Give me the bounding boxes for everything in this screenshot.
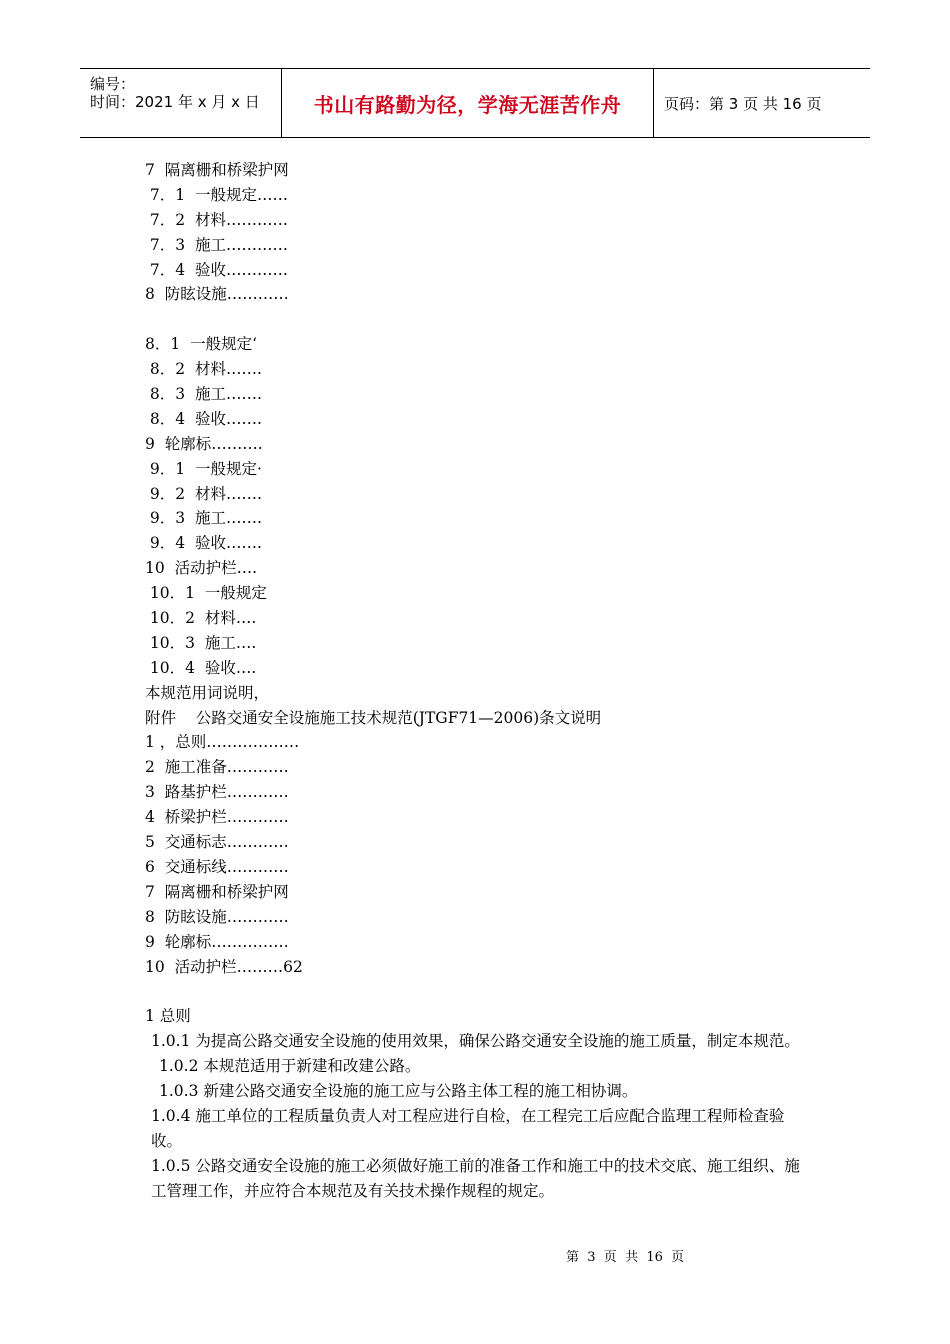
toc-item: 8．1 一般规定‘ [145, 335, 258, 354]
toc-item: 2 施工准备………… [145, 758, 289, 777]
paragraph: 1.0.3 新建公路交通安全设施的施工应与公路主体工程的施工相协调。 [159, 1081, 638, 1100]
header-page-cell [654, 69, 870, 137]
toc-item: 7．2 材料………… [145, 210, 289, 229]
motto-text: 书山有路勤为径，学海无涯苦作舟 [313, 92, 622, 117]
toc-item: 7．4 验收………… [145, 260, 289, 279]
paragraph: 1.0.1 为提高公路交通安全设施的使用效果，确保公路交通安全设施的施工质量，制定本规范。 [151, 1032, 800, 1051]
spacer [145, 307, 815, 332]
toc-item: 9．3 施工……. [145, 509, 262, 528]
header-motto-cell [282, 69, 654, 137]
paragraph: 1.0.5 公路交通安全设施的施工必须做好施工前的准备工作和施工中的技术交底、施工组织、施工管理工作，并应符合本规范及有关技术操作规程的规定。 [151, 1156, 800, 1200]
toc-item: 8．3 施工……. [145, 385, 262, 404]
toc-item: 9．4 验收……. [145, 534, 262, 553]
toc-item: 8 防眩设施………… [145, 285, 289, 304]
toc-item: 9．2 材料……. [145, 484, 262, 503]
toc-item: 7 隔离栅和桥梁护网 [145, 882, 289, 901]
footer-page-number: 第 3 页 共 16 页 [566, 1250, 685, 1265]
toc-item: 10．3 施工…. [145, 633, 257, 652]
page-header [80, 68, 870, 138]
section-title: 1 总则 [145, 1007, 191, 1026]
toc-item: 本规范用词说明， [145, 683, 270, 702]
toc-item: 4 桥梁护栏………… [145, 808, 289, 827]
header-meta-cell [80, 69, 282, 137]
toc-item: 附件 公路交通安全设施施工技术规范(JTGF71—2006)条文说明 [145, 708, 602, 727]
toc-part1 [145, 158, 815, 307]
toc-item: 7 隔离栅和桥梁护网 [145, 161, 289, 179]
toc-item: 8．2 材料……. [145, 360, 262, 379]
toc-item: 10．1 一般规定 [145, 584, 267, 603]
number-label: 编号： [90, 75, 136, 93]
toc-item: 10 活动护栏………62 [145, 957, 303, 976]
document-body [145, 158, 815, 1204]
toc-item: 1 ，总则……………… [145, 733, 300, 752]
toc-item: 5 交通标志………… [145, 833, 289, 852]
paragraph: 1.0.4 施工单位的工程质量负责人对工程应进行自检，在工程完工后应配合监理工程师检查验收。 [151, 1106, 785, 1150]
toc-item: 10 活动护栏…. [145, 559, 258, 578]
spacer [145, 979, 815, 1004]
section-general [145, 1004, 815, 1203]
toc-item: 6 交通标线………… [145, 857, 289, 876]
toc-item: 9 轮廓标…………… [145, 932, 289, 951]
page-info: 页码：第 3 页 共 16 页 [664, 94, 822, 113]
toc-item: 9．1 一般规定· [145, 459, 262, 478]
toc-item: 10．2 材料…. [145, 609, 257, 628]
toc-item: 8．4 验收……. [145, 409, 262, 428]
time-label: 时间：2021 年 x 月 x 日 [90, 93, 260, 111]
toc-item: 3 路基护栏………… [145, 783, 289, 802]
toc-item: 7．1 一般规定…… [145, 185, 289, 204]
toc-item: 8 防眩设施………… [145, 907, 289, 926]
toc-item: 7．3 施工………… [145, 235, 289, 254]
toc-item: 9 轮廓标………. [145, 434, 263, 453]
paragraph: 1.0.2 本规范适用于新建和改建公路。 [159, 1057, 421, 1076]
toc-part2 [145, 332, 815, 979]
toc-item: 10．4 验收…. [145, 658, 257, 677]
